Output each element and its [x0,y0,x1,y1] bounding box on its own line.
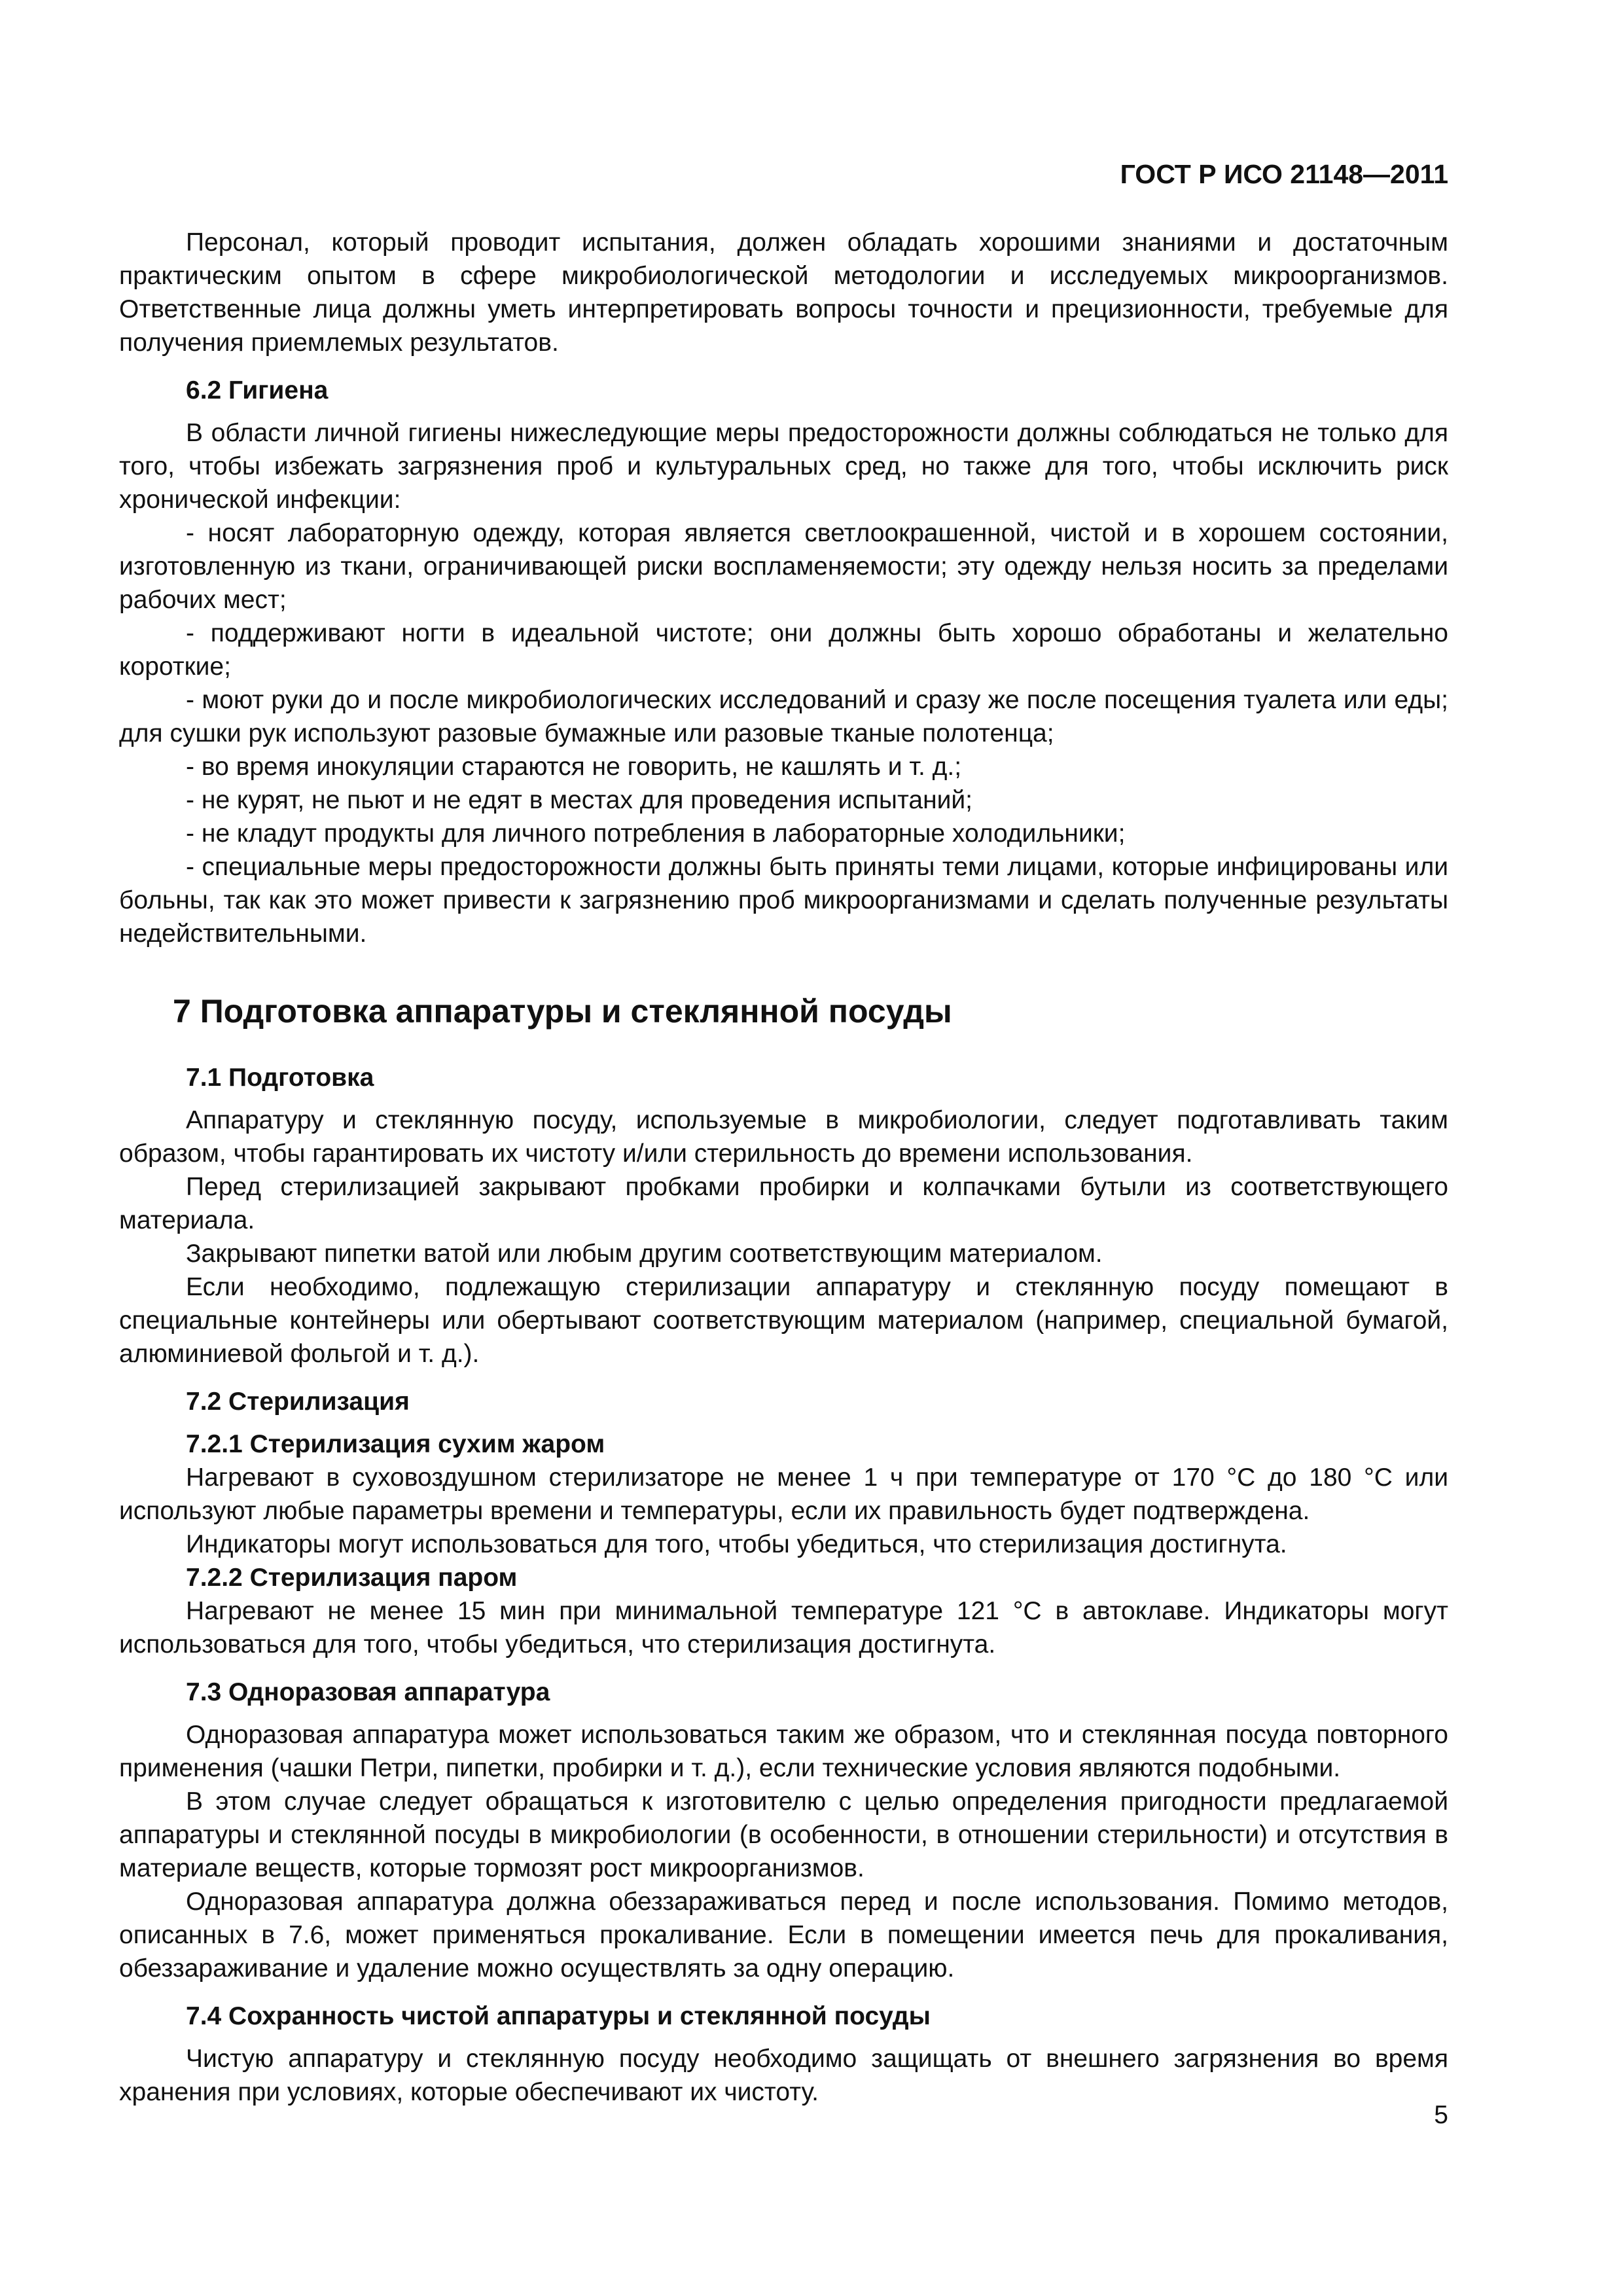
section-7-2-1-heading: 7.2.1 Стерилизация сухим жаром [186,1430,605,1458]
document-id-header: ГОСТ Р ИСО 21148—2011 [1120,159,1448,189]
paragraph: Перед стерилизацией закрывают пробками пробирки и колпачками бутыли из соответствующего материала. [119,1173,1448,1234]
paragraph: Одноразовая аппаратура может использоваться таким же образом, что и стеклянная посуда повторного применения (чашки Петри, пипетки, пробирки и т. д.), если технические условия являются подобными. [119,1721,1448,1782]
list-item: - специальные меры предосторожности должны быть приняты теми лицами, которые инфицированы или больны, так как это может привести к загрязнению проб микроорганизмами и сделать полученные результаты недействительными. [119,853,1448,948]
list-item: - моют руки до и после микробиологических исследований и сразу же после посещения туалета или еды; для сушки рук используют разовые бумажные или разовые тканые полотенца; [119,686,1448,747]
section-7-3-heading: 7.3 Одноразовая аппаратура [186,1678,550,1706]
page-content [119,226,1448,2109]
list-item: - носят лабораторную одежду, которая является светлоокрашенной, чистой и в хорошем состоянии, изготовленную из ткани, ограничивающей риски воспламеняемости; эту одежду нельзя носить за пределами рабочих мест; [119,519,1448,614]
list-item: - не курят, не пьют и не едят в местах для проведения испытаний; [186,786,973,814]
section-7-2-heading: 7.2 Стерилизация [186,1388,410,1416]
paragraph: Аппаратуру и стеклянную посуду, используемые в микробиологии, следует подготавливать таким образом, чтобы гарантировать их чистоту и/или стерильность до времени использования. [119,1106,1448,1168]
page-number: 5 [1434,2101,1448,2129]
section-7-4-heading: 7.4 Сохранность чистой аппаратуры и стеклянной посуды [186,2002,931,2030]
section-7-heading: 7 Подготовка аппаратуры и стеклянной посуды [173,993,952,1030]
section-7-1-heading: 7.1 Подготовка [186,1064,374,1092]
paragraph: В этом случае следует обращаться к изготовителю с целью определения пригодности предлагаемой аппаратуры и стеклянной посуды в микробиологии (в особенности, в отношении стерильности) и отсутствия в материале веществ, которые тормозят рост микроорганизмов. [119,1787,1448,1882]
paragraph: Нагревают не менее 15 мин при минимальной температуре 121 °С в автоклаве. Индикаторы могут использоваться для того, чтобы убедиться, что стерилизация достигнута. [119,1597,1448,1659]
paragraph: Индикаторы могут использоваться для того, чтобы убедиться, что стерилизация достигнута. [186,1530,1287,1558]
section-6-2-heading: 6.2 Гигиена [186,376,329,404]
section-7-2-2-heading: 7.2.2 Стерилизация паром [186,1564,518,1592]
paragraph: Нагревают в суховоздушном стерилизаторе не менее 1 ч при температуре от 170 °С до 180 °С или используют любые параметры времени и температуры, если их правильность будет подтверждена. [119,1463,1448,1525]
paragraph: Одноразовая аппаратура должна обеззараживаться перед и после использования. Помимо методов, описанных в 7.6, может применяться прокаливание. Если в помещении имеется печь для прокаливания, обеззараживание и удаление можно осуществлять за одну операцию. [119,1888,1448,1982]
paragraph: Закрывают пипетки ватой или любым другим соответствующим материалом. [186,1240,1103,1268]
intro-paragraph: Персонал, который проводит испытания, должен обладать хорошими знаниями и достаточным практическим опытом в сфере микробиологической методологии и исследуемых микроорганизмов. Ответственные лица должны уметь интерпретировать вопросы точности и прецизионности, требуемые для получения приемлемых результатов. [119,228,1448,357]
list-item: - не кладут продукты для личного потребления в лабораторные холодильники; [186,819,1126,848]
paragraph: Если необходимо, подлежащую стерилизации аппаратуру и стеклянную посуду помещают в специальные контейнеры или обертывают соответствующим материалом (например, специальной бумагой, алюминиевой фольгой и т. д.). [119,1273,1448,1368]
list-item: - поддерживают ногти в идеальной чистоте; они должны быть хорошо обработаны и желательно короткие; [119,619,1448,681]
list-item: - во время инокуляции стараются не говорить, не кашлять и т. д.; [186,753,962,781]
paragraph: Чистую аппаратуру и стеклянную посуду необходимо защищать от внешнего загрязнения во время хранения при условиях, которые обеспечивают их чистоту. [119,2045,1448,2106]
paragraph: В области личной гигиены нижеследующие меры предосторожности должны соблюдаться не только для того, чтобы избежать загрязнения проб и культуральных сред, но также для того, чтобы исключить риск хронической инфекции: [119,419,1448,514]
